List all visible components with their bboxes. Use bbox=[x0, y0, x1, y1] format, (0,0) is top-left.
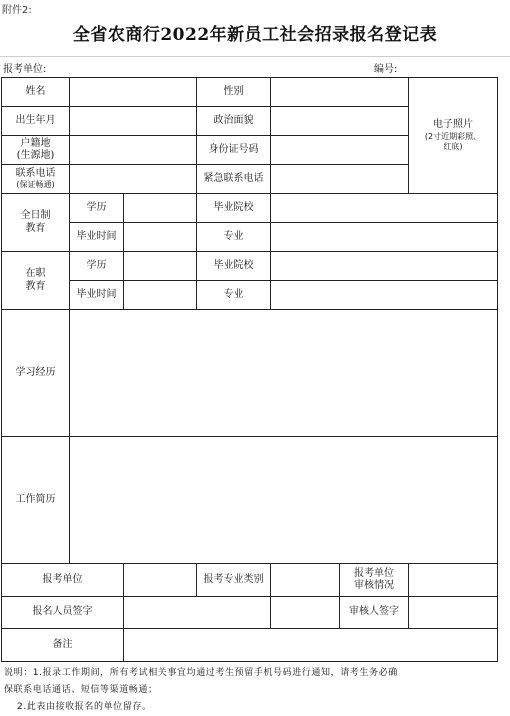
note-line-2: 保联系电话通话、短信等渠道畅通； bbox=[4, 685, 158, 695]
fulltime-school-field[interactable] bbox=[271, 194, 498, 223]
row-work-history bbox=[2, 437, 498, 564]
row-study-history bbox=[2, 310, 498, 437]
gender-label: 性别 bbox=[197, 78, 271, 107]
parttime-degree-label: 学历 bbox=[70, 252, 124, 281]
note-line-3: 2.此表由接收报名的单位留存。 bbox=[17, 702, 152, 712]
id-number-label: 身份证号码 bbox=[197, 136, 271, 165]
apply-category-field[interactable] bbox=[271, 564, 409, 597]
emergency-field[interactable] bbox=[271, 165, 409, 194]
hukou-label: 户籍地 (生源地) bbox=[2, 136, 70, 165]
name-field[interactable] bbox=[70, 78, 197, 107]
parttime-school-label: 毕业院校 bbox=[197, 252, 271, 281]
fulltime-school-label: 毕业院校 bbox=[197, 194, 271, 223]
applicant-sign-field[interactable] bbox=[124, 597, 271, 629]
remarks-label: 备注 bbox=[2, 629, 124, 662]
apply-unit-label: 报考单位 bbox=[2, 564, 124, 597]
fulltime-degree-field[interactable] bbox=[124, 194, 197, 223]
politics-field[interactable] bbox=[271, 107, 409, 136]
birth-field[interactable] bbox=[70, 107, 197, 136]
fulltime-degree-label: 学历 bbox=[70, 194, 124, 223]
parttime-school-field[interactable] bbox=[271, 252, 498, 281]
phone-label: 联系电话 (保证畅通) bbox=[2, 165, 70, 194]
apply-category-label: 报考专业类别 bbox=[197, 564, 271, 597]
photo-box[interactable]: 电子照片 (2寸近期彩照、 红底) bbox=[409, 78, 498, 194]
registration-table bbox=[1, 77, 498, 662]
study-history-field[interactable] bbox=[70, 310, 498, 437]
fulltime-gradtime-field[interactable] bbox=[124, 223, 197, 252]
row-fulltime-2 bbox=[2, 223, 498, 252]
row-name bbox=[2, 78, 498, 107]
row-parttime-2 bbox=[2, 281, 498, 310]
hukou-field[interactable] bbox=[70, 136, 197, 165]
name-label: 姓名 bbox=[2, 78, 70, 107]
reviewer-sign-cell[interactable] bbox=[271, 597, 409, 629]
id-number-field[interactable] bbox=[271, 136, 409, 165]
number-header-label: 编号: bbox=[374, 64, 398, 75]
parttime-major-label: 专业 bbox=[197, 281, 271, 310]
emergency-label: 紧急联系电话 bbox=[197, 165, 271, 194]
row-apply-unit bbox=[2, 564, 498, 597]
parttime-edu-label: 在职 教育 bbox=[2, 252, 70, 310]
remarks-field[interactable] bbox=[124, 629, 498, 662]
apply-unit-header-label: 报考单位: bbox=[3, 64, 47, 75]
reviewer-sign-label: 审核人签字 bbox=[339, 597, 408, 628]
phone-field[interactable] bbox=[70, 165, 197, 194]
parttime-major-field[interactable] bbox=[271, 281, 498, 310]
gender-field[interactable] bbox=[271, 78, 409, 107]
fulltime-edu-label: 全日制 教育 bbox=[2, 194, 70, 252]
review-field[interactable] bbox=[409, 564, 498, 597]
row-remarks bbox=[2, 629, 498, 662]
applicant-sign-label: 报名人员签字 bbox=[2, 597, 124, 629]
work-history-field[interactable] bbox=[70, 437, 498, 564]
note bbox=[4, 665, 504, 716]
row-signatures bbox=[2, 597, 498, 629]
fulltime-major-label: 专业 bbox=[197, 223, 271, 252]
row-fulltime-1 bbox=[2, 194, 498, 223]
apply-unit-field[interactable] bbox=[124, 564, 197, 597]
politics-label: 政治面貌 bbox=[197, 107, 271, 136]
review-label: 报考单位 审核情况 bbox=[339, 564, 408, 596]
parttime-gradtime-field[interactable] bbox=[124, 281, 197, 310]
work-history-label: 工作简历 bbox=[2, 437, 70, 564]
form-title: 全省农商行2022年新员工社会招录报名登记表 bbox=[72, 25, 438, 45]
header-divider bbox=[0, 56, 510, 57]
reviewer-sign-field[interactable] bbox=[409, 597, 498, 629]
fulltime-major-field[interactable] bbox=[271, 223, 498, 252]
birth-label: 出生年月 bbox=[2, 107, 70, 136]
row-parttime-1 bbox=[2, 252, 498, 281]
parttime-degree-field[interactable] bbox=[124, 252, 197, 281]
fulltime-gradtime-label: 毕业时间 bbox=[70, 223, 124, 252]
study-history-label: 学习经历 bbox=[2, 310, 70, 437]
note-line-1: 说明：1.报录工作期间，所有考试相关事宜均通过考生预留手机号码进行通知，请考生务必确 bbox=[4, 668, 398, 678]
parttime-gradtime-label: 毕业时间 bbox=[70, 281, 124, 310]
attachment-label: 附件2: bbox=[2, 5, 32, 16]
